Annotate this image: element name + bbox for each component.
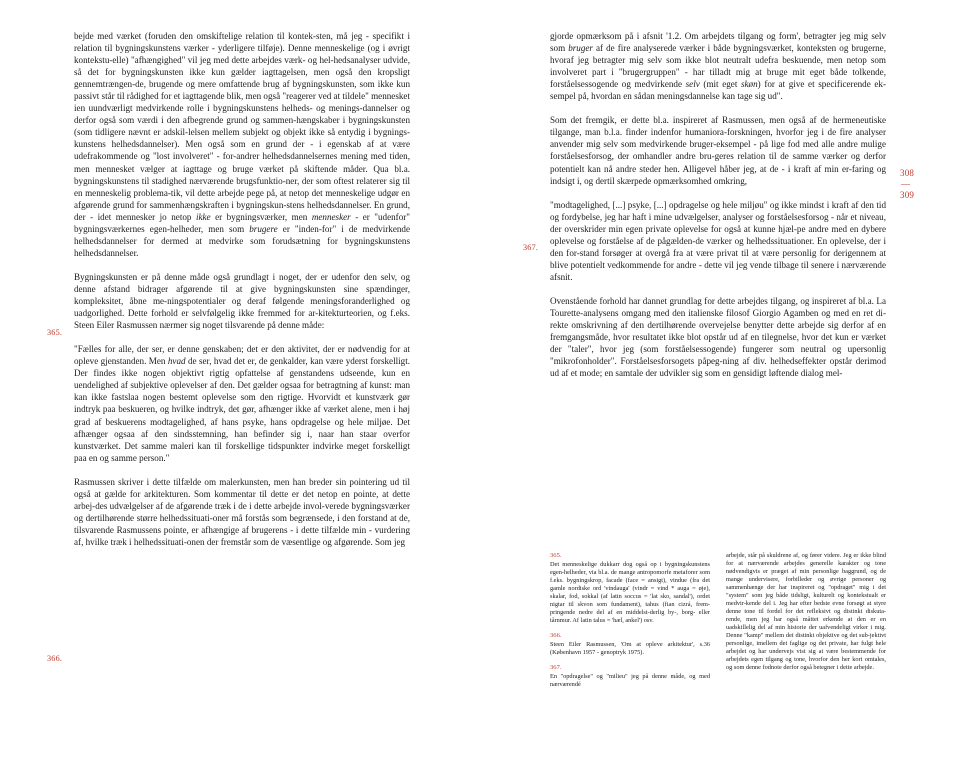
paragraph-gap — [550, 187, 886, 199]
footnote-text: Det menneskelige dukkarr dog også op i bygningskunstens egen-helheder, via bl.a. de mange antropomorfe metaforer som f.eks. bygningskrop, facade (face = ansigt), vindue (fra det gamle nordiske ord 'vindauga' (vindr = vind * auga = øje), skalar, fod, sokkal (af latin soccus = 'lat sko, sandal'), ordet nigtar til skvon som fundament), tahus (fian cizrá, frem-pringende nedre del af en middelst-derlig by-, borg- eller tårnmur. Af latin talus = 'hæl, ankel') osv. — [550, 561, 710, 624]
footnote-column-right — [726, 552, 886, 689]
paragraph: Som det fremgik, er dette bl.a. inspireret af Rasmussen, men også af de hermeneutiske tilgange, man b.l.a. finder indenfor humaniora-forskningen, hvorfor jeg i de fire analyser anvender mig selv som medvirkende bruger-eksempel - på lige fod med alle andre mulige forståelsesforsog, der omhandler andre bru-geres relation til de samme værker og derfor potentielt kan nå andre steder hen. Alligevel håber jeg, at de - i kraft af min er-faring og indsigt i, og dertil skærpede opmærksomhed omkring, — [550, 115, 886, 186]
paragraph-gap — [550, 283, 886, 295]
paragraph: Rasmussen skriver i dette tilfælde om malerkunsten, men han breder sin pointering ud til også at gælde for arkitekturen. Som kommentar til dette er det netop en pointe, at dette arbej-des udvælgelser af de afgørende træk i de i dette arbejde invol-verede bygningsværker og dertilhørende større helhedssituati-oner må forstås som begrænsede, i den forstand at de, tilsvarende Rasmussens pointe, er afhængige af brugerens - i dette tilfælde min - vurdering af, hvilke træk i helhedssituati-onen der fremstår som de væsentlige og afgørende. Som jeg — [74, 476, 410, 547]
page-number-block — [900, 168, 940, 201]
line-number-366-left: 366. — [47, 654, 63, 663]
footnote-number: 367. — [550, 664, 562, 671]
page-number-bottom: 309 — [900, 190, 915, 200]
paragraph-gap — [74, 464, 410, 476]
right-text-column — [550, 30, 886, 379]
paragraph: gjorde opmærksom på i afsnit '1.2. Om arbejdets tilgang og form', betragter jeg mig selv som bruger af de fire analyserede værker i både bygningsværket, konteksten og brugerne, hvoraf jeg betragter mig selv som ikke blot neutralt udefra beskuende, men netop som involveret part i "brugergruppen" - har tilladt mig at bruge mit eget både tolkende, forståelsessogende og medvirkende selv (mit eget skøn) for at give et specificerende ek-sempel på, hvordan en sådan meningsdannelse kan tage sig ud". — [550, 31, 886, 102]
paragraph-gap — [550, 102, 886, 114]
paragraph-gap — [74, 331, 410, 343]
left-text-column — [74, 30, 410, 548]
footnote-text-continued: arbejde, står på skuldrene af, og fører videre. Jeg er ikke blind for at nærværende arbejdes generelle karakter og tone nødvendigvis er præget af min personlige baggrund, og de mange undervisere, forbilleder og øvrige personer og sammenhænge der har inspireret og "opdraget" mig i det "system" som jeg både tidsligt, kulturelt og kontekstualt er medvir-kende del i. Jeg har efter bedste evne forsøgt at styre denne tone til fordel for det refleksivt og distinkt diskuta-rende, men jeg har også måttet erkende at den er en uadskillelig del af min historie der uafvendeligt virker i mig. Denne "kamp" mellem det distinkt objektive og det sub-jektivt personlige, imellem det faglige og det private, har fulgt hele arbejdet og har undervejs vist sig at være bestemmende for arbejdets egen tilgang og tone, hvorfor den her kort omtales, og som denne fodnote derfor også betegner i dette arbejde. — [726, 552, 886, 671]
footnote-text: Steen Eiler Rasmussen, 'Om at opleve arkitektur', s.36 (København 1957 - genoptryk 1975). — [550, 641, 710, 656]
footnote-number: 365. — [550, 552, 562, 559]
footnote-text: En "opdragelse" og "milieu" jeg på denne måde, og med nærværendé — [550, 673, 710, 688]
footnote-column-left — [550, 552, 710, 689]
page-number-top: 308 — [900, 168, 915, 178]
footnote-number: 366. — [550, 632, 562, 639]
paragraph: "modtagelighed, [...] psyke, [...] opdragelse og hele miljøu" og ikke mindst i kraft af den tid og fordybelse, jeg har haft i mine udvælgelser, analyser og forståelsesforsog - når et niveau, der overskrider min egen private oplevelse for også at kunne hjæl-pe andre med en dybere oplevelse og forståelse af de pågælden-de værker og helhedssituationer. En oplevelse, der i den for-stand forsøger at overgå fra at være privat til at være personlig for derigennem at blive potentielt vedkommende for andre - dette vil jeg vende tilbage til senere i nærværende afsnit. — [550, 199, 886, 282]
line-number-367-right: 367. — [523, 243, 539, 252]
page-number-dash: — — [901, 179, 911, 189]
footnotes-block — [550, 552, 886, 689]
paragraph: bejde med værket (foruden den omskiftelige relation til kontek-sten, må jeg - specifikt i relation til bygningskunstens værker - yderligere tilføje). Denne menneskelige (og i øvrigt kontekstu-elle) "afhængighed" vil jeg med dette arbejdes værk- og hel-hedsanalyser udvide, så det for bygningskunsten ikke kun gælder iagttagelsen, men også den kropsligt gennemtrængen-de, brugende og mere omfattende brug af bygningskunsten, som ikke kun passivt står til rådighed for et iagttagende blik, men også "reagerer ved at tildele" mennesket ien uundværligt medvirkende rolle i bygningskunstens helheds- og menings-dannelser og derfor også som værdi i den afbegrende grund og sammen-hængskaber i bygningskunsten (som tidligere nævnt er adskil-lelsen mellem subjekt og objekt ikke så entydig i bygnings-kunstens helhedsdannelser). Men også som en grund der - i egenskab af at være udefrakommende og "lost involveret" - for-andrer helhedsdannelsernes mening med tiden, men mennesket vælger at iagttage og bruge værket på skiftende måder. Qua bl.a. bygningskunstens til stadighed nærværende brugsfunktio-ner, der som oftest relaterer sig til en menneskelig problema-tik, vil dette arbejde pege på, at netop det menneskelige udgør en afgørende grund for sammenhængskraften i bygningskun-stens helhedsdannelser. En grund, der - idet mennesker jo netop ikke er bygningsværker, men mennesker - er "udenfor" bygningsværkernes egen-helheder, men som brugere er "inden-for" i de medvirkende helhedsdannelser for dermed at medvirke som forudsætning for bygningskunstens helhedsdannelser. — [74, 31, 410, 258]
paragraph-gap — [74, 259, 410, 271]
paragraph: Bygningskunsten er på denne måde også grundlagt i noget, der er udenfor den selv, og denne afstand bidrager afgørende til at give bygningskunsten sine spændinger, kompleksitet, åbne me-ningspotentialer og deraf følgende meningsforanderlighed og uadgorlighed. Dette forhold er selvfølgelig ikke fremmed for ar-kitekturteorien, og f.eks. Steen Eiler Rasmussen nærmer sig noget tilsvarende på denne måde: — [74, 271, 410, 331]
block-quote: "Fælles for alle, der ser, er denne genskaben; det er den aktivitet, der er nødvendig for at opleve gjenstanden. Men hvad de ser, hvad det er, de genkalder, kan være yderst forskelligt. Der findes ikke nogen objektivt rigtig opfattelse af genstandens udseende, kun en uendelighed af subjektive oplevelser af den. Det gælder ogsaa for betragtning af kunst: man kan ikke fastslaa nogen bestemt oplevelse som den rigtige. Hvorvidt et kunstværk gør indtryk paa beskueren, og hvilke indtryk, det gør, afhænger ikke af værket alene, men i høj grad af beskuerens modtagelighed, af hans psyke, hans opdragelse og hele miljøe. Det afhænger ogsaa af den sindsstemning, han befinder sig i, naar han staar overfor kunstværket. Det samme maleri kan til forskellige tidspunkter indvirke meget forskelligt paa en og samme person." — [74, 344, 411, 463]
line-number-365-left: 365. — [47, 328, 63, 337]
paragraph: Ovenstående forhold har dannet grundlag for dette arbejdes tilgang, og inspireret af bl.a. La Tourette-analysens omgang med den italienske filosof Giorgio Agamben og med en ret di-rekte omskrivning af den dertilhørende overvejelse benytter dette arbejde sig derfor af en fremgangsmåde, hvor resultatet ikke blot opstår ud af en tilegnelse, hvor det kun er værket der "taler", hvor jeg (som forståelsessogende) fungerer som neutral og upersonlig "mikrofonholder". Forståelsesforsogets påpeg-ning af div. helhedseffekter opstår derimod ud af et mode; en samtale der udvikler sig som en gensidigt løftende dialog mel- — [550, 296, 886, 379]
